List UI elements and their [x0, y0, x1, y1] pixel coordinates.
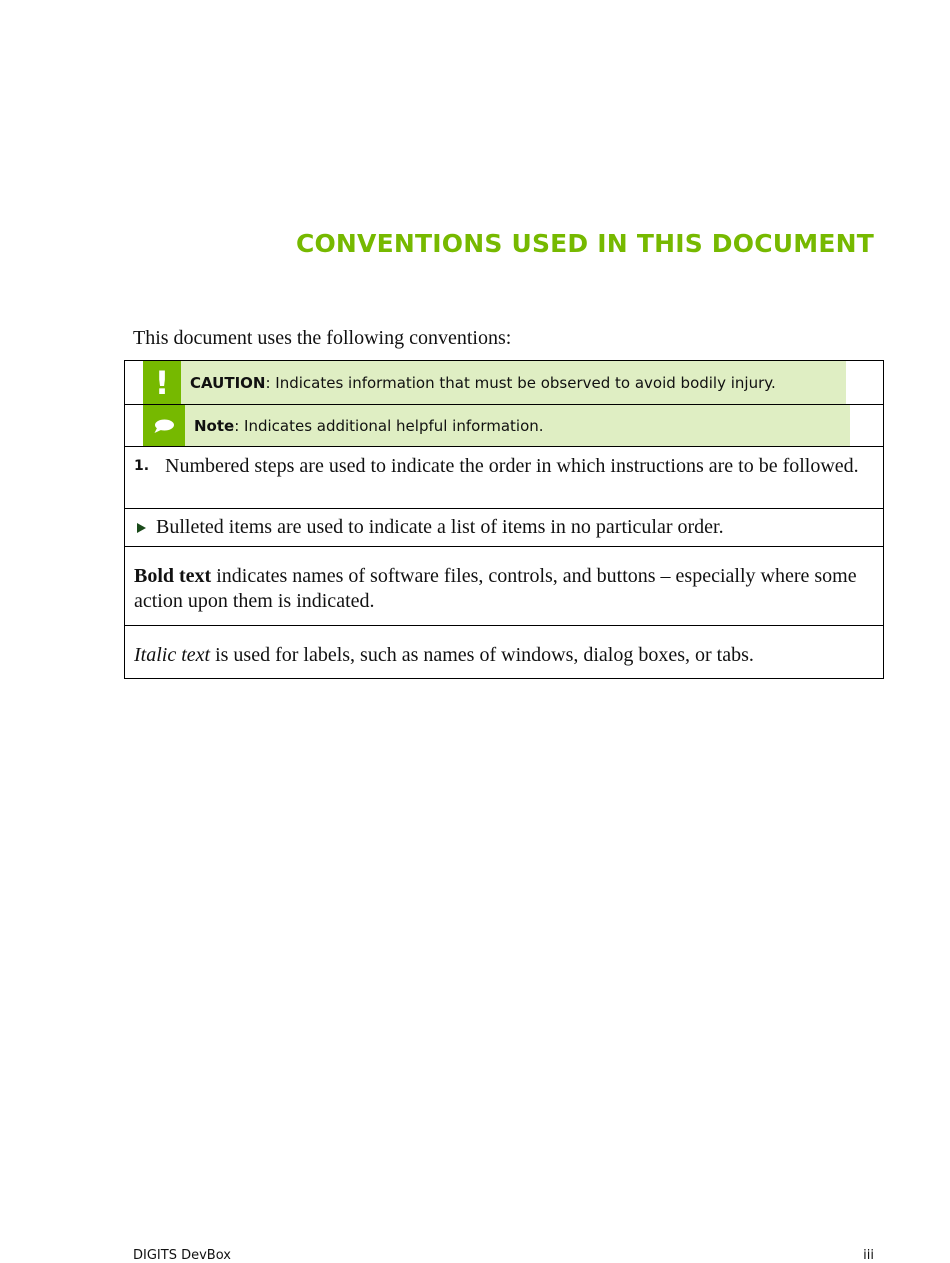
step-text: Numbered steps are used to indicate the order in which instructions are to be followed.	[165, 455, 859, 477]
bulleted-row	[125, 509, 884, 547]
speech-bubble-icon	[143, 405, 185, 446]
bullet-text: Bulleted items are used to indicate a list of items in no particular order.	[156, 516, 724, 538]
caution-callout	[143, 361, 846, 404]
bold-description: indicates names of software files, controls, and buttons – especially where some action upon them is indicated.	[134, 565, 857, 612]
triangle-bullet-icon	[137, 523, 146, 533]
page-heading: CONVENTIONS USED IN THIS DOCUMENT	[295, 229, 874, 258]
conventions-table	[124, 360, 884, 679]
note-label: Note	[194, 416, 235, 435]
caution-text	[181, 361, 846, 404]
note-row	[125, 405, 884, 447]
bold-sample: Bold text	[134, 565, 212, 587]
note-description: : Indicates additional helpful information.	[234, 416, 544, 435]
caution-description: : Indicates information that must be observed to avoid bodily injury.	[265, 373, 776, 392]
italic-row	[125, 626, 884, 679]
note-text	[185, 405, 850, 446]
bold-row	[125, 547, 884, 626]
intro-text: This document uses the following conventions:	[133, 327, 512, 349]
step-number: 1.	[134, 458, 150, 474]
bulleted-item	[137, 515, 873, 540]
bold-convention	[134, 564, 873, 614]
italic-description: is used for labels, such as names of windows, dialog boxes, or tabs.	[210, 644, 754, 666]
italic-sample: Italic text	[134, 644, 211, 666]
footer-title: DIGITS DevBox	[133, 1248, 231, 1263]
caution-row	[125, 361, 884, 405]
italic-convention	[134, 643, 873, 668]
numbered-step	[134, 454, 873, 479]
exclamation-icon: !	[143, 361, 181, 404]
numbered-row	[125, 447, 884, 509]
note-callout	[143, 405, 850, 446]
caution-label: CAUTION	[190, 373, 266, 392]
page-number: iii	[863, 1248, 874, 1263]
